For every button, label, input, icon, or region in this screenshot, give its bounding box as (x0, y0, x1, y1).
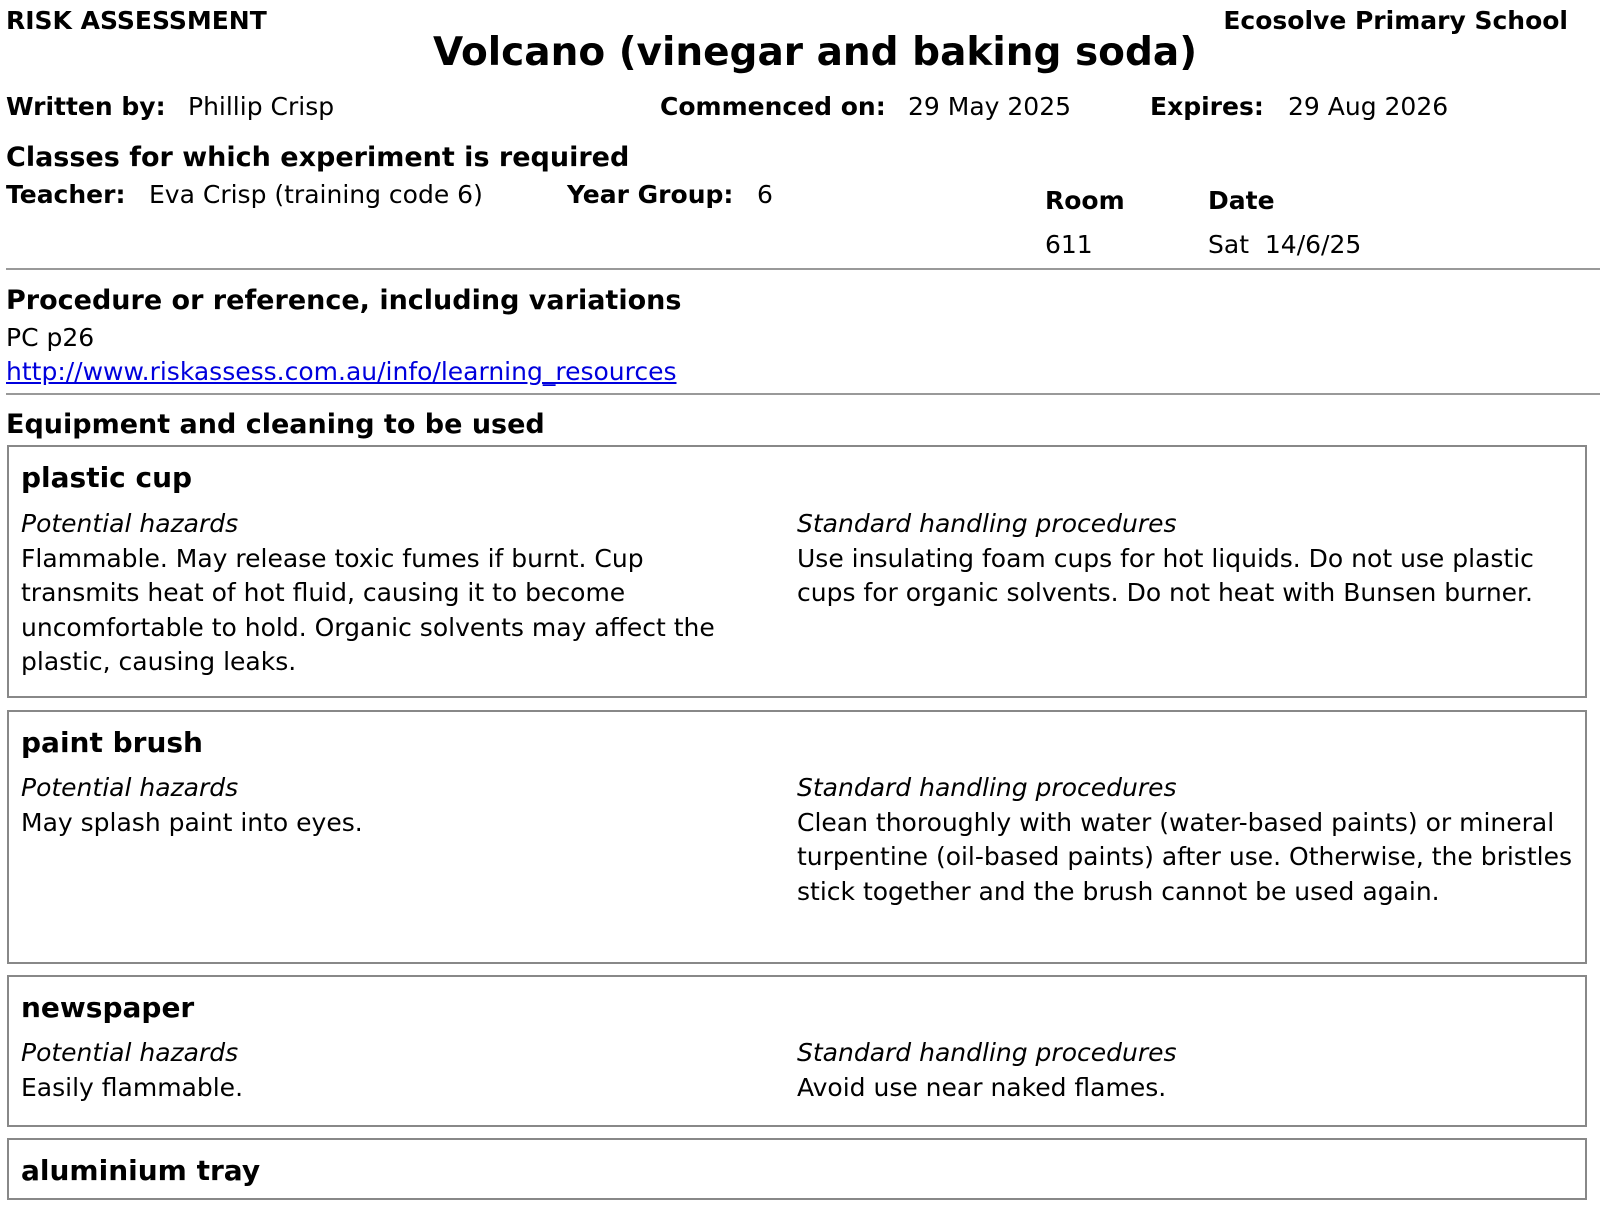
date-label: Date (1208, 186, 1275, 215)
procedures-text: Use insulating foam cups for hot liquids. Do not use plastic cups for organic solvents. Do not heat with Bunsen burner. (797, 543, 1534, 607)
room-label: Room (1045, 186, 1125, 215)
year-group-label: Year Group: (567, 180, 734, 209)
divider (6, 393, 1600, 395)
procedures-text: Avoid use near naked flames. (797, 1072, 1167, 1102)
equipment-name: aluminium tray (21, 1154, 261, 1187)
hazards-label: Potential hazards (21, 509, 239, 538)
equipment-heading: Equipment and cleaning to be used (6, 409, 545, 440)
teacher-label: Teacher: (6, 180, 126, 209)
written-by-label: Written by: (6, 92, 166, 121)
procedures-label: Standard handling procedures (797, 773, 1177, 802)
procedures-column (797, 771, 1577, 909)
year-group-value: 6 (757, 180, 773, 209)
procedure-heading: Procedure or reference, including variations (6, 285, 682, 316)
procedures-column (797, 1036, 1577, 1105)
equipment-card-newspaper (7, 975, 1587, 1127)
hazards-text: May splash paint into eyes. (21, 807, 363, 837)
hazards-column (21, 1036, 761, 1105)
equipment-name: paint brush (21, 726, 203, 759)
page-title: Volcano (vinegar and baking soda) (432, 30, 1198, 75)
learning-resources-link[interactable]: http://www.riskassess.com.au/info/learning_resources (6, 357, 677, 386)
procedures-text: Clean thoroughly with water (water-based paints) or mineral turpentine (oil-based paints) after use. Otherwise, the bristles stick together and the brush cannot be used again. (797, 807, 1572, 906)
divider (6, 268, 1600, 270)
teacher-value: Eva Crisp (training code 6) (149, 180, 483, 209)
equipment-name: newspaper (21, 991, 195, 1024)
equipment-name: plastic cup (21, 461, 193, 494)
procedures-label: Standard handling procedures (797, 509, 1177, 538)
hazards-column (21, 507, 761, 680)
commenced-value: 29 May 2025 (908, 92, 1072, 121)
equipment-card-aluminium-tray (7, 1138, 1587, 1200)
procedures-label: Standard handling procedures (797, 1038, 1177, 1067)
procedure-reference: PC p26 (6, 323, 95, 352)
equipment-card-paint-brush (7, 710, 1587, 964)
hazards-label: Potential hazards (21, 773, 239, 802)
hazards-label: Potential hazards (21, 1038, 239, 1067)
hazards-text: Flammable. May release toxic fumes if burnt. Cup transmits heat of hot fluid, causing it to become uncomfortable to hold. Organic solvents may affect the plastic, causing leaks. (21, 543, 715, 676)
equipment-card-plastic-cup (7, 445, 1587, 698)
commenced-label: Commenced on: (660, 92, 886, 121)
school-name: Ecosolve Primary School (1223, 6, 1568, 35)
written-by-value: Phillip Crisp (188, 92, 335, 121)
hazards-text: Easily flammable. (21, 1072, 244, 1102)
room-value: 611 (1045, 230, 1093, 259)
expires-value: 29 Aug 2026 (1288, 92, 1449, 121)
expires-label: Expires: (1150, 92, 1264, 121)
hazards-column (21, 771, 761, 840)
procedures-column (797, 507, 1577, 611)
date-value: Sat 14/6/25 (1208, 230, 1362, 259)
classes-heading: Classes for which experiment is required (6, 142, 630, 173)
document-type-label: RISK ASSESSMENT (6, 6, 267, 35)
